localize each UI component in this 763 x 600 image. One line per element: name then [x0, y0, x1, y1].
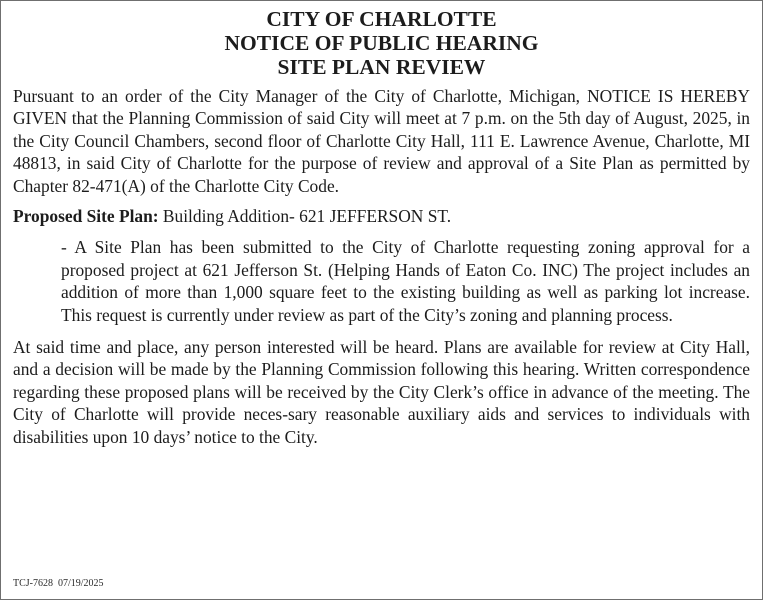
heading-subject: SITE PLAN REVIEW: [277, 55, 486, 79]
proposed-site-plan: [13, 205, 750, 227]
intro-paragraph: Pursuant to an order of the City Manager of the City of Charlotte, Michigan, NOTICE IS HEREBY GIVEN that the Planning Commission of said City will meet at 7 p.m. on the 5th day of August, 2025, in the City Council Chambers, second floor of Charlotte City Hall, 111 E. Lawrence Avenue, Charlotte, MI 48813, in said City of Charlotte for the purpose of review and approval of a Site Plan as permitted by Chapter 82-471(A) of the Charlotte City Code.: [13, 86, 750, 196]
proposed-site-plan-label: Proposed Site Plan:: [13, 206, 159, 227]
publication-footer: [13, 578, 104, 590]
publication-date: 07/19/2025: [58, 578, 104, 589]
heading-city: CITY OF CHARLOTTE: [266, 7, 497, 31]
notice-heading: [13, 7, 750, 79]
site-plan-description: - A Site Plan has been submitted to the City of Charlotte requesting zoning approval for a proposed project at 621 Jefferson St. (Helping Hands of Eaton Co. INC) The project includes an addition of more than 1,000 square feet to the existing building as well as parking lot increase. This request is currently under review as part of the City’s zoning and planning process.: [61, 237, 750, 325]
closing-paragraph: At said time and place, any person interested will be heard. Plans are available for review at City Hall, and a decision will be made by the Planning Commission following this hearing. Written correspondence regarding these proposed plans will be received by the City Clerk’s office in advance of the meeting. The City of Charlotte will provide neces-sary reasonable auxiliary aids and services to individuals with disabilities upon 10 days’ notice to the City.: [13, 337, 750, 447]
heading-notice-title: NOTICE OF PUBLIC HEARING: [224, 31, 539, 55]
proposed-site-plan-value: Building Addition- 621 JEFFERSON ST.: [158, 206, 452, 227]
publication-code: TCJ-7628: [13, 578, 53, 589]
